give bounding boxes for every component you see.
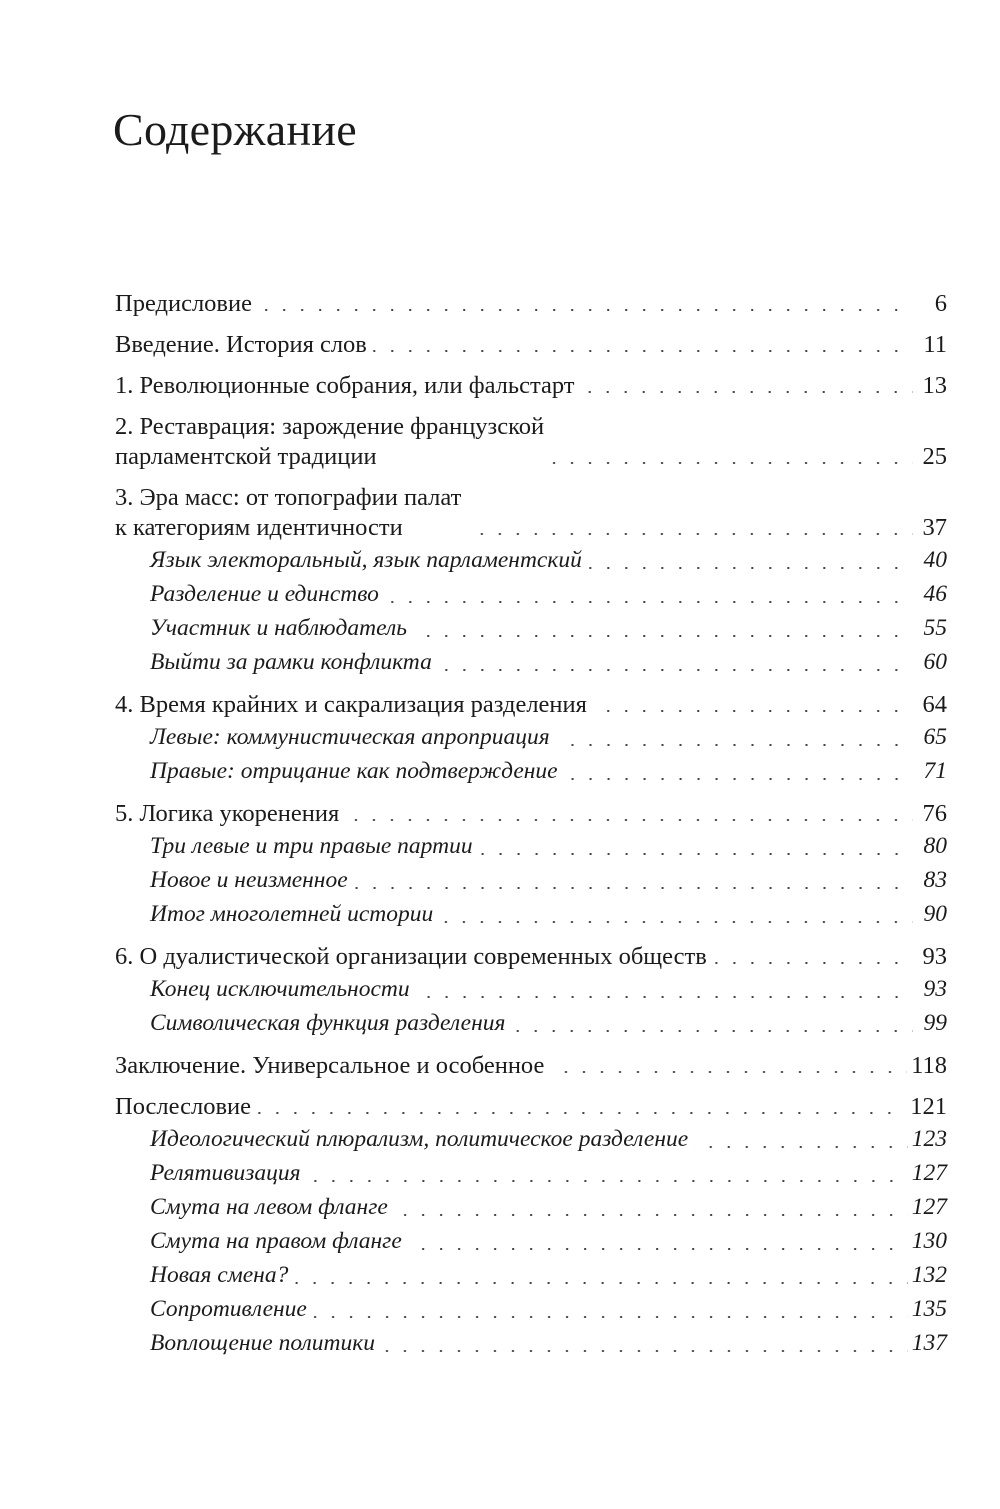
toc-subentry-title: Смута на правом фланге (150, 1228, 402, 1254)
dot-leader (258, 309, 913, 311)
dot-leader (556, 744, 913, 746)
toc-section (115, 289, 947, 319)
toc-subentry-title: Идеологический плюрализм, политическое разделение (150, 1126, 689, 1152)
dot-leader (345, 819, 913, 821)
toc-entry-title: 3. Эра масс: от топографии палат к категориям идентичности (115, 484, 462, 541)
dot-leader (550, 462, 913, 464)
toc-subentry[interactable] (115, 1190, 947, 1224)
toc-page-number: 25 (922, 443, 947, 470)
toc-page-number: 99 (923, 1010, 947, 1036)
toc-entry-title: 4. Время крайних и сакрализация разделения (115, 691, 587, 718)
dot-leader (511, 1030, 913, 1032)
toc-subentry-title: Смута на левом фланге (150, 1194, 388, 1220)
toc-subentry[interactable] (115, 577, 947, 611)
dot-leader (438, 669, 913, 671)
toc-subentry[interactable] (115, 1258, 947, 1292)
toc-page-number: 55 (923, 615, 947, 641)
toc-page-number: 127 (911, 1160, 947, 1186)
toc-section (115, 483, 947, 679)
toc-subentry-title: Левые: коммунистическая апроприация (150, 724, 550, 750)
dot-leader (294, 1282, 907, 1284)
toc-subentry-title: Релятивизация (150, 1160, 301, 1186)
toc-entry-title: 2. Реставрация: зарождение французской парламентской традиции (115, 413, 545, 470)
toc-section (115, 1051, 947, 1081)
toc-page-number: 40 (923, 547, 947, 573)
toc-entry[interactable] (115, 799, 947, 829)
dot-leader (416, 996, 913, 998)
toc-page-number: 46 (923, 581, 947, 607)
toc-section (115, 371, 947, 401)
toc-subentry-title: Три левые и три правые партии (150, 833, 473, 859)
toc-subentry[interactable] (115, 863, 947, 897)
toc-page-number: 123 (911, 1126, 947, 1152)
toc-subentry[interactable] (115, 1292, 947, 1326)
dot-leader (564, 778, 913, 780)
toc-subentry[interactable] (115, 972, 947, 1006)
toc-page-number: 118 (911, 1052, 947, 1079)
toc-entry[interactable] (115, 1051, 947, 1081)
dot-leader (313, 1316, 908, 1318)
toc-page-number: 37 (922, 514, 947, 541)
dot-leader (413, 635, 913, 637)
toc-entry-title: 6. О дуалистической организации современных обществ (115, 943, 707, 970)
toc-entry[interactable] (115, 289, 947, 319)
toc-page-number: 6 (934, 290, 947, 317)
dot-leader (381, 1350, 908, 1352)
toc-subentry-title: Сопротивление (150, 1296, 307, 1322)
toc-page-number: 93 (922, 943, 947, 970)
table-of-contents (115, 289, 947, 1371)
toc-page-number: 65 (923, 724, 947, 750)
toc-entry[interactable] (115, 371, 947, 401)
toc-subentry-title: Правые: отрицание как подтверждение (150, 758, 558, 784)
toc-subentry[interactable] (115, 754, 947, 788)
toc-page-number: 93 (923, 976, 947, 1002)
toc-entry[interactable] (115, 690, 947, 720)
toc-entry[interactable] (115, 1092, 947, 1122)
toc-subentry[interactable] (115, 1156, 947, 1190)
dot-leader (394, 1214, 908, 1216)
toc-subentry[interactable] (115, 1006, 947, 1040)
dot-leader (580, 391, 913, 393)
toc-page-number: 137 (911, 1330, 947, 1356)
dot-leader (373, 350, 913, 352)
toc-subentry[interactable] (115, 611, 947, 645)
toc-subentry-title: Конец исключительности (150, 976, 410, 1002)
toc-subentry-title: Участник и наблюдатель (150, 615, 407, 641)
toc-page-number: 90 (923, 901, 947, 927)
page-title: Содержание (113, 104, 358, 155)
dot-leader (385, 601, 913, 603)
toc-page-number: 11 (923, 331, 947, 358)
toc-section (115, 799, 947, 931)
toc-section (115, 330, 947, 360)
toc-page-number: 60 (923, 649, 947, 675)
toc-entry[interactable] (115, 412, 947, 472)
toc-entry[interactable] (115, 483, 947, 543)
toc-page-number: 64 (922, 691, 947, 718)
toc-page-number: 71 (923, 758, 947, 784)
toc-subentry-title: Выйти за рамки конфликта (150, 649, 432, 675)
toc-section (115, 1092, 947, 1360)
toc-page-number: 130 (911, 1228, 947, 1254)
toc-subentry[interactable] (115, 1326, 947, 1360)
dot-leader (354, 887, 913, 889)
dot-leader (588, 567, 913, 569)
dot-leader (257, 1112, 906, 1114)
toc-page-number: 127 (911, 1194, 947, 1220)
toc-subentry[interactable] (115, 1122, 947, 1156)
toc-subentry[interactable] (115, 897, 947, 931)
toc-entry-title: Послесловие (115, 1093, 252, 1120)
dot-leader (550, 1071, 907, 1073)
toc-page-number: 83 (923, 867, 947, 893)
toc-entry-title: 5. Логика укоренения (115, 800, 340, 827)
dot-leader (479, 853, 913, 855)
toc-entry-title: 1. Революционные собрания, или фальстарт (115, 372, 575, 399)
dot-leader (408, 1248, 908, 1250)
toc-page-number: 13 (922, 372, 947, 399)
dot-leader (307, 1180, 908, 1182)
toc-subentry[interactable] (115, 720, 947, 754)
toc-subentry-title: Язык электоральный, язык парламентский (150, 547, 582, 573)
toc-entry[interactable] (115, 942, 947, 972)
toc-entry-title: Предисловие (115, 290, 252, 317)
toc-subentry-title: Разделение и единство (150, 581, 379, 607)
dot-leader (713, 962, 913, 964)
toc-subentry[interactable] (115, 543, 947, 577)
toc-page-number: 76 (922, 800, 947, 827)
toc-subentry-title: Итог многолетней истории (150, 901, 434, 927)
toc-page-number: 132 (911, 1262, 947, 1288)
toc-page-number: 135 (911, 1296, 947, 1322)
toc-section (115, 690, 947, 788)
toc-subentry-title: Новое и неизменное (150, 867, 348, 893)
toc-subentry[interactable] (115, 645, 947, 679)
toc-section (115, 412, 947, 472)
dot-leader (439, 921, 913, 923)
toc-subentry-title: Символическая функция разделения (150, 1010, 506, 1036)
toc-entry-title: Введение. История слов (115, 331, 367, 358)
toc-subentry[interactable] (115, 829, 947, 863)
dot-leader (467, 533, 913, 535)
toc-page-number: 121 (910, 1093, 947, 1120)
dot-leader (593, 710, 913, 712)
toc-page-number: 80 (923, 833, 947, 859)
toc-section (115, 942, 947, 1040)
toc-entry-title: Заключение. Универсальное и особенное (115, 1052, 545, 1079)
toc-subentry-title: Воплощение политики (150, 1330, 375, 1356)
toc-entry[interactable] (115, 330, 947, 360)
dot-leader (694, 1146, 908, 1148)
toc-subentry-title: Новая смена? (150, 1262, 289, 1288)
toc-subentry[interactable] (115, 1224, 947, 1258)
